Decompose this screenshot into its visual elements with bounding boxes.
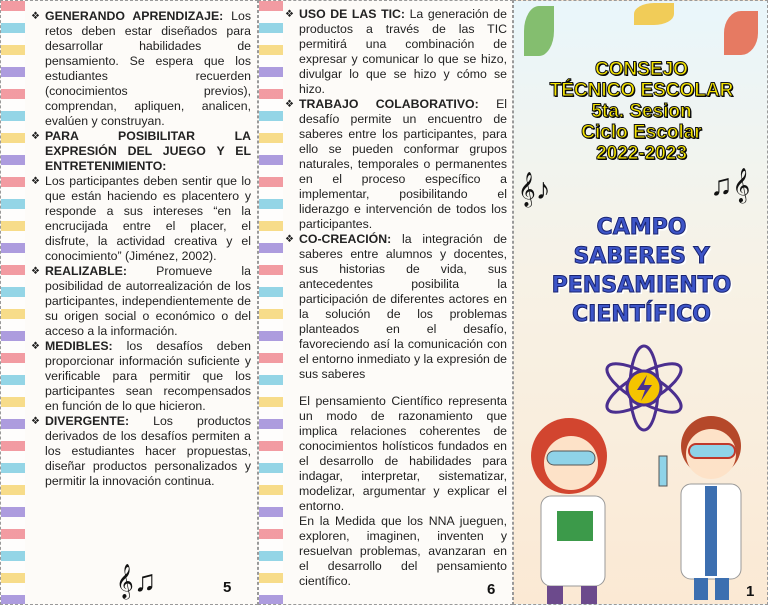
diamond-bullet-icon: ❖ bbox=[31, 416, 40, 427]
panel-page-6 bbox=[258, 0, 513, 605]
title-line: 2022-2023 bbox=[596, 143, 687, 164]
decorative-border bbox=[1, 1, 25, 604]
paragraph: El pensamiento Científico representa un modo de razonamiento que implica relaciones coherentes de conocimientos holísticos fundados en el desarrollo de habilidades para indagar, interpretar, sistematizar, modelizar, argumentar y explicar el entorno. bbox=[299, 394, 507, 513]
page-number: 5 bbox=[223, 579, 232, 596]
item-text: la integración de saberes entre alumnos y docentes, sus historias de vida, sus antecedentes posibilita la participación de diferentes actores en la solución de los problemas planteados en el desafío, favoreciendo así la comunicación con el entorno inmediato y la expresión de sus saberes bbox=[299, 232, 507, 381]
panel-6-text bbox=[285, 7, 507, 589]
diamond-bullet-icon: ❖ bbox=[31, 176, 40, 187]
music-notes-icon: 𝄞♫ bbox=[116, 565, 157, 598]
bullet-item bbox=[31, 174, 251, 264]
item-text: los desafíos deben proporcionar información suficiente y verificable para permitir que los participantes sean recompensados en función de lo que hicieron. bbox=[45, 339, 251, 413]
diamond-bullet-icon: ❖ bbox=[285, 9, 294, 20]
bullet-item bbox=[285, 7, 507, 97]
page-number: 6 bbox=[487, 581, 496, 598]
cover-panel bbox=[513, 0, 768, 605]
bullet-item bbox=[31, 9, 251, 129]
title-line: TÉCNICO ESCOLAR bbox=[549, 80, 734, 101]
item-text: El desafío permite un encuentro de saberes entre los participantes, para ello se pueden conformar grupos naturales, temporales o permanentes en el proceso específico a implementar, posibilitando el liderazgo e intervención de todos los participantes. bbox=[299, 97, 507, 231]
item-text: Los participantes deben sentir que lo que están haciendo es placentero y responde a sus intereses “en la encrucijada entre el placer, el disfrute, la actividad creativa y el conocimiento” (Jiménez, 2002). bbox=[45, 174, 251, 263]
subject-line: PENSAMIENTO bbox=[551, 273, 732, 298]
panel-page-5 bbox=[0, 0, 258, 605]
decorative-border bbox=[259, 1, 283, 604]
title-line: CONSEJO bbox=[595, 59, 688, 80]
title-line: Ciclo Escolar bbox=[581, 122, 702, 143]
item-label: TRABAJO COLABORATIVO: bbox=[299, 97, 479, 111]
item-label: DIVERGENTE: bbox=[45, 414, 130, 428]
bullet-item bbox=[31, 339, 251, 414]
diamond-bullet-icon: ❖ bbox=[31, 11, 40, 22]
diamond-bullet-icon: ❖ bbox=[31, 266, 40, 277]
item-label: USO DE LAS TIC: bbox=[299, 7, 405, 21]
bullet-item bbox=[285, 97, 507, 232]
subject-line: SABERES Y bbox=[573, 244, 710, 269]
item-label: CO-CREACIÓN: bbox=[299, 232, 392, 246]
bullet-item bbox=[285, 232, 507, 382]
diamond-bullet-icon: ❖ bbox=[31, 341, 40, 352]
item-label: PARA POSIBILITAR LA EXPRESIÓN DEL JUEGO Y EL ENTRETENIMIENTO: bbox=[45, 129, 251, 173]
music-notes-icon: ♫𝄞 bbox=[710, 169, 751, 202]
cover-title bbox=[514, 59, 768, 164]
bullet-item bbox=[31, 264, 251, 339]
paragraph: En la Medida que los NNA jueguen, exploren, imaginen, inventen y resuelvan problemas, avanzaran en el desarrollo del pensamiento científico. bbox=[299, 514, 507, 588]
diamond-bullet-icon: ❖ bbox=[285, 234, 294, 245]
item-text: Los retos deben estar diseñados para desarrollar habilidades de pensamiento. Se espera que los estudiantes recuerden (conocimientos previos), comprendan, apliquen, analicen, evalúen y construyan. bbox=[45, 9, 252, 128]
boy-scientist-illustration bbox=[649, 406, 764, 605]
girl-scientist-illustration bbox=[519, 411, 629, 605]
diamond-bullet-icon: ❖ bbox=[285, 99, 294, 110]
leaf-decoration bbox=[724, 11, 758, 55]
item-text: Promueve la posibilidad de autorrealización de los participantes, independientemente de su origen social o económico o del acceso a la información. bbox=[45, 264, 251, 338]
item-text: La generación de productos a través de las TIC permitirá una combinación de expresar y comunicar lo que se hizo, divulgar lo que se hizo y cómo se hizo. bbox=[299, 7, 507, 96]
panel-5-text bbox=[31, 9, 251, 489]
leaf-decoration bbox=[524, 6, 554, 56]
leaf-decoration bbox=[634, 3, 674, 25]
subject-line: CIENTÍFICO bbox=[571, 302, 712, 327]
bullet-item bbox=[31, 129, 251, 174]
music-notes-icon: 𝄞♪ bbox=[518, 173, 551, 206]
item-text: Los productos derivados de los desafíos permiten a los estudiantes hacer propuestas, diseñar productos personalizados y permitir la innovación continua. bbox=[45, 414, 251, 488]
item-label: GENERANDO APRENDIZAJE: bbox=[45, 9, 224, 23]
cover-subject bbox=[514, 213, 768, 329]
item-label: REALIZABLE: bbox=[45, 264, 127, 278]
bullet-item bbox=[31, 414, 251, 489]
item-label: MEDIBLES: bbox=[45, 339, 113, 353]
subject-line: CAMPO bbox=[596, 215, 687, 240]
diamond-bullet-icon: ❖ bbox=[31, 131, 40, 142]
page-number: 1 bbox=[746, 583, 755, 600]
title-line: 5ta. Sesion bbox=[591, 101, 692, 122]
